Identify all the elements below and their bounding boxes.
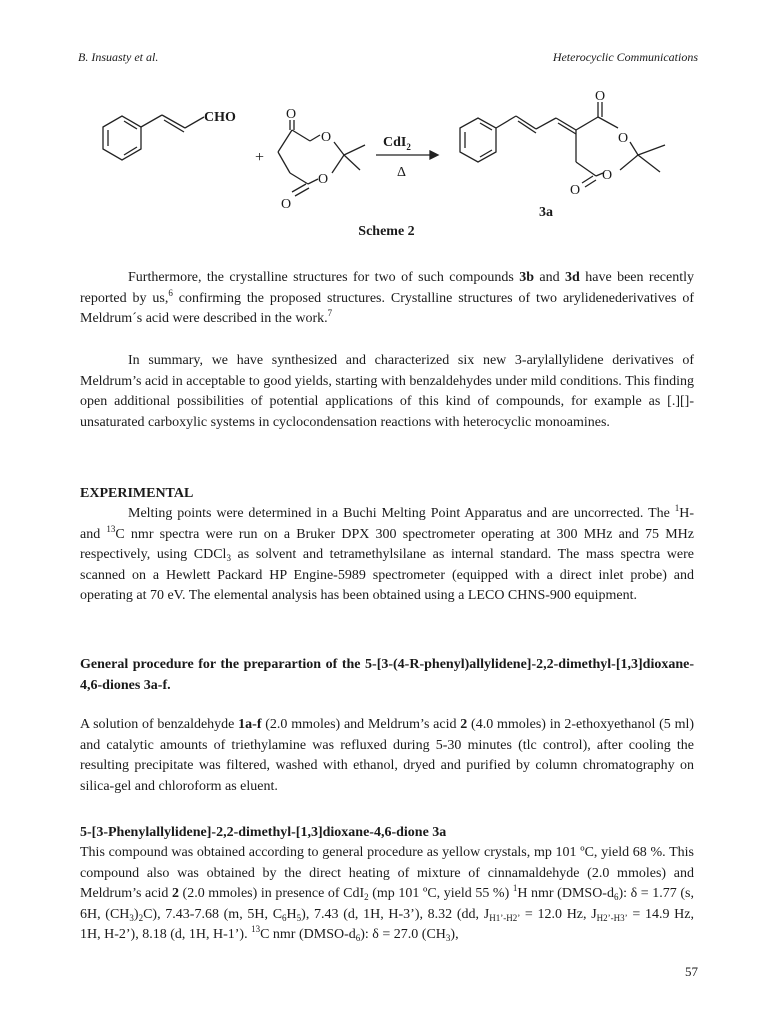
plus-sign: + bbox=[255, 149, 265, 166]
paragraph-crystalline: Furthermore, the crystalline structures for two of such compounds 3b and 3d have been recently reported by us,$^6$ confirming the proposed structures. Crystalline structures of two arylidenederivatives of Meldrum´s acid were described in the work.$^7$ bbox=[80, 270, 694, 326]
paragraph-experimental: Melting points were determined in a Buchi Melting Point Apparatus and are uncorrected. The $^1$H- and $^{13}$C nmr spectra were run on a Bruker DPX 300 spectrometer operating at 300 MHz and 75 MHz respectively, using CDCl$_3$ as solvent and tetramethylsilane as internal standard. The mass spectra were scanned on a Hewlett Packard HP Engine-5989 spectrometer (equipped with a direct inlet probe) and operating at 70 eV. The elemental analysis has been obtained using a LECO CHNS-900 equipment. bbox=[80, 503, 694, 603]
product-label: 3a bbox=[539, 205, 553, 220]
heading-compound-3a: 5-[3-Phenylallylidene]-2,2-dimethyl-[1,3]dioxane-4,6-dione 3a bbox=[80, 825, 447, 840]
paragraph-general-procedure: A solution of benzaldehyde 1a-f (2.0 mmoles) and Meldrum’s acid 2 (4.0 mmoles) in 2-ethoxyethanol (5 ml) and catalytic amounts of triethylamine was refluxed during 5-30 minutes (tlc control), after cooling the resulting precipitate was filtered, washed with ethanol, dryed and purified by column chromatography on silica-gel and chloroform as eluent. bbox=[80, 717, 695, 794]
heat-symbol: Δ bbox=[397, 165, 407, 180]
reaction-scheme bbox=[0, 90, 773, 245]
paragraph-compound-3a: This compound was obtained according to general procedure as yellow crystals, mp 101 ºC, yield 68 %. This compound also was obtained by the direct heating of mixture of cinnamaldehyde (2.0 mmoles) and Meldrum’s acid 2 (2.0 mmoles) in presence of CdI$_2$ (mp 101 ºC, yield 55 %) $^1$H nmr $(DMSO-d_6)$: δ = 1.77 (s, 6H, $(CH_3)_2C$), 7.43-7.68 (m, 5H, $C_6H_5$), 7.43 (d, 1H, H-3’), 8.32 (dd, $J_{H1’-H2’} = 12.0$ Hz, $J_{H2’-H3’} = 14.9$ Hz, 1H, H-2’), 8.18 (d, 1H, H-1’). $^{13}$C nmr $(DMSO-d_6)$: δ = 27.0 $(CH_3)$, bbox=[80, 845, 694, 943]
atom-o-5: O bbox=[595, 90, 606, 104]
cho-label: CHO bbox=[204, 110, 236, 125]
page-number: 57 bbox=[685, 964, 698, 979]
reaction-scheme-drawing bbox=[0, 90, 773, 245]
atom-o-8: O bbox=[570, 183, 581, 198]
atom-o-7: O bbox=[602, 168, 613, 183]
atom-o-3: O bbox=[318, 172, 329, 187]
heading-general-procedure: General procedure for the preparartion of the 5-[3-(4-R-phenyl)allylidene]-2,2-dimethyl-[1,3]dioxane-4,6-diones 3a-f. bbox=[80, 657, 694, 693]
atom-o-2: O bbox=[321, 130, 332, 145]
reagent-label: CdI$_2$ bbox=[383, 135, 411, 152]
atom-o-4: O bbox=[281, 197, 292, 212]
atom-o-6: O bbox=[618, 131, 629, 146]
scheme-caption: Scheme 2 bbox=[358, 224, 415, 239]
atom-o-1: O bbox=[286, 107, 297, 122]
running-header-authors: B. Insuasty et al. bbox=[78, 50, 159, 64]
running-header-journal: Heterocyclic Communications bbox=[552, 50, 698, 64]
heading-experimental: EXPERIMENTAL bbox=[80, 486, 194, 501]
paragraph-summary: In summary, we have synthesized and characterized six new 3-arylallylidene derivatives of Meldrum’s acid in acceptable to good yields, starting with benzaldehydes under mild conditions. This finding open additional possibilities of potential applications of this kind of compounds, for example as [.][]-unsaturated carboxylic systems in cyclocondensation reactions with heterocyclic monoamines. bbox=[80, 353, 694, 430]
benzene-ring-1 bbox=[103, 116, 141, 160]
